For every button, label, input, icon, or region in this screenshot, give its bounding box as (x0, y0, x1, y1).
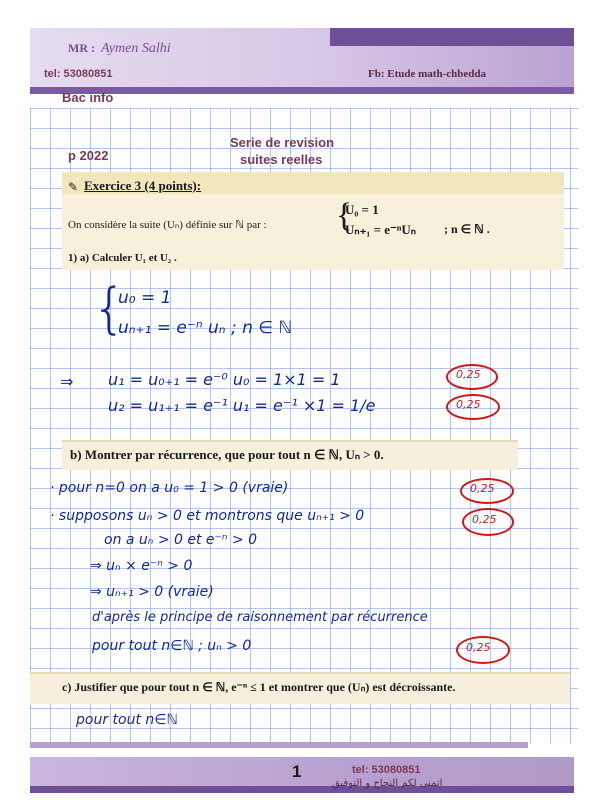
hw-b-line-6: d'après le principe de raisonnement par récurrence (92, 610, 428, 625)
hw-c-line-1: pour tout n∈ℕ (76, 712, 178, 728)
question-c: c) Justifier que pour tout n ∈ ℕ, e⁻ⁿ ≤ 1 et montrer que (Uₙ) est décroissante. (62, 680, 456, 694)
handwritten-brace: { (92, 277, 127, 340)
hw-b-line-7: pour tout n∈ℕ ; uₙ > 0 (92, 638, 252, 654)
hw-system-line-2: uₙ₊₁ = e⁻ⁿ uₙ ; n ∈ ℕ (118, 318, 293, 338)
footer-bar (30, 786, 574, 793)
footer-phone: tel: 53080851 (352, 764, 421, 776)
pencil-icon: ✎ (68, 180, 79, 194)
system-brace: { (336, 197, 353, 234)
system-domain: ; n ∈ ℕ . (444, 222, 490, 236)
footer-line (30, 742, 528, 748)
grade-5: 0,25 (466, 641, 491, 654)
series-subtitle: suites reelles (240, 152, 323, 167)
mr-label: MR : (68, 41, 95, 55)
hw-b-line-5: ⇒ uₙ₊₁ > 0 (vraie) (90, 584, 214, 600)
grade-3: 0,25 (470, 482, 495, 495)
hw-system-line-1: u₀ = 1 (118, 288, 172, 308)
header-accent-bar (330, 28, 574, 46)
teacher-name (68, 41, 171, 57)
hw-b-line-4: ⇒ uₙ × e⁻ⁿ > 0 (90, 558, 193, 574)
exercise-title: Exercice 3 (4 points): (84, 178, 202, 193)
level-label: Bac info (62, 90, 114, 105)
page-number: 1 (292, 762, 302, 781)
hw-b-line-1: · pour n=0 on a u₀ = 1 > 0 (vraie) (50, 480, 289, 496)
year-label: p 2022 (68, 148, 109, 163)
hw-b-line-3: on a uₙ > 0 et e⁻ⁿ > 0 (104, 532, 258, 548)
hw-arrow: ⇒ (60, 372, 74, 391)
header-phone: tel: 53080851 (44, 68, 113, 80)
exercise-intro: On considère la suite (Uₙ) définie sur ℕ par : (68, 219, 267, 231)
system-line-2: Uₙ₊₁ = e⁻ⁿUₙ (345, 222, 416, 237)
grade-1: 0,25 (456, 368, 481, 381)
hw-b-line-2: · supposons uₙ > 0 et montrons que uₙ₊₁ > 0 (50, 508, 365, 524)
footer-wish: اتمنى لكم النجاح و التوفيق (332, 778, 443, 789)
hw-u1: u₁ = u₀₊₁ = e⁻⁰ u₀ = 1×1 = 1 (108, 370, 341, 389)
question-b: b) Montrer par récurrence, que pour tout n ∈ ℕ, Uₙ > 0. (70, 447, 384, 462)
question-1a: 1) a) Calculer U₁ et U₂ . (68, 252, 177, 264)
author-name: Aymen Salhi (101, 41, 171, 56)
grade-2: 0,25 (456, 398, 481, 411)
header-facebook: Fb: Etude math-chbedda (368, 68, 486, 80)
series-title: Serie de revision (230, 135, 335, 150)
grade-4: 0,25 (472, 513, 497, 526)
hw-u2: u₂ = u₁₊₁ = e⁻¹ u₁ = e⁻¹ ×1 = 1/e (108, 396, 376, 415)
system-line-1: U₀ = 1 (345, 202, 379, 217)
